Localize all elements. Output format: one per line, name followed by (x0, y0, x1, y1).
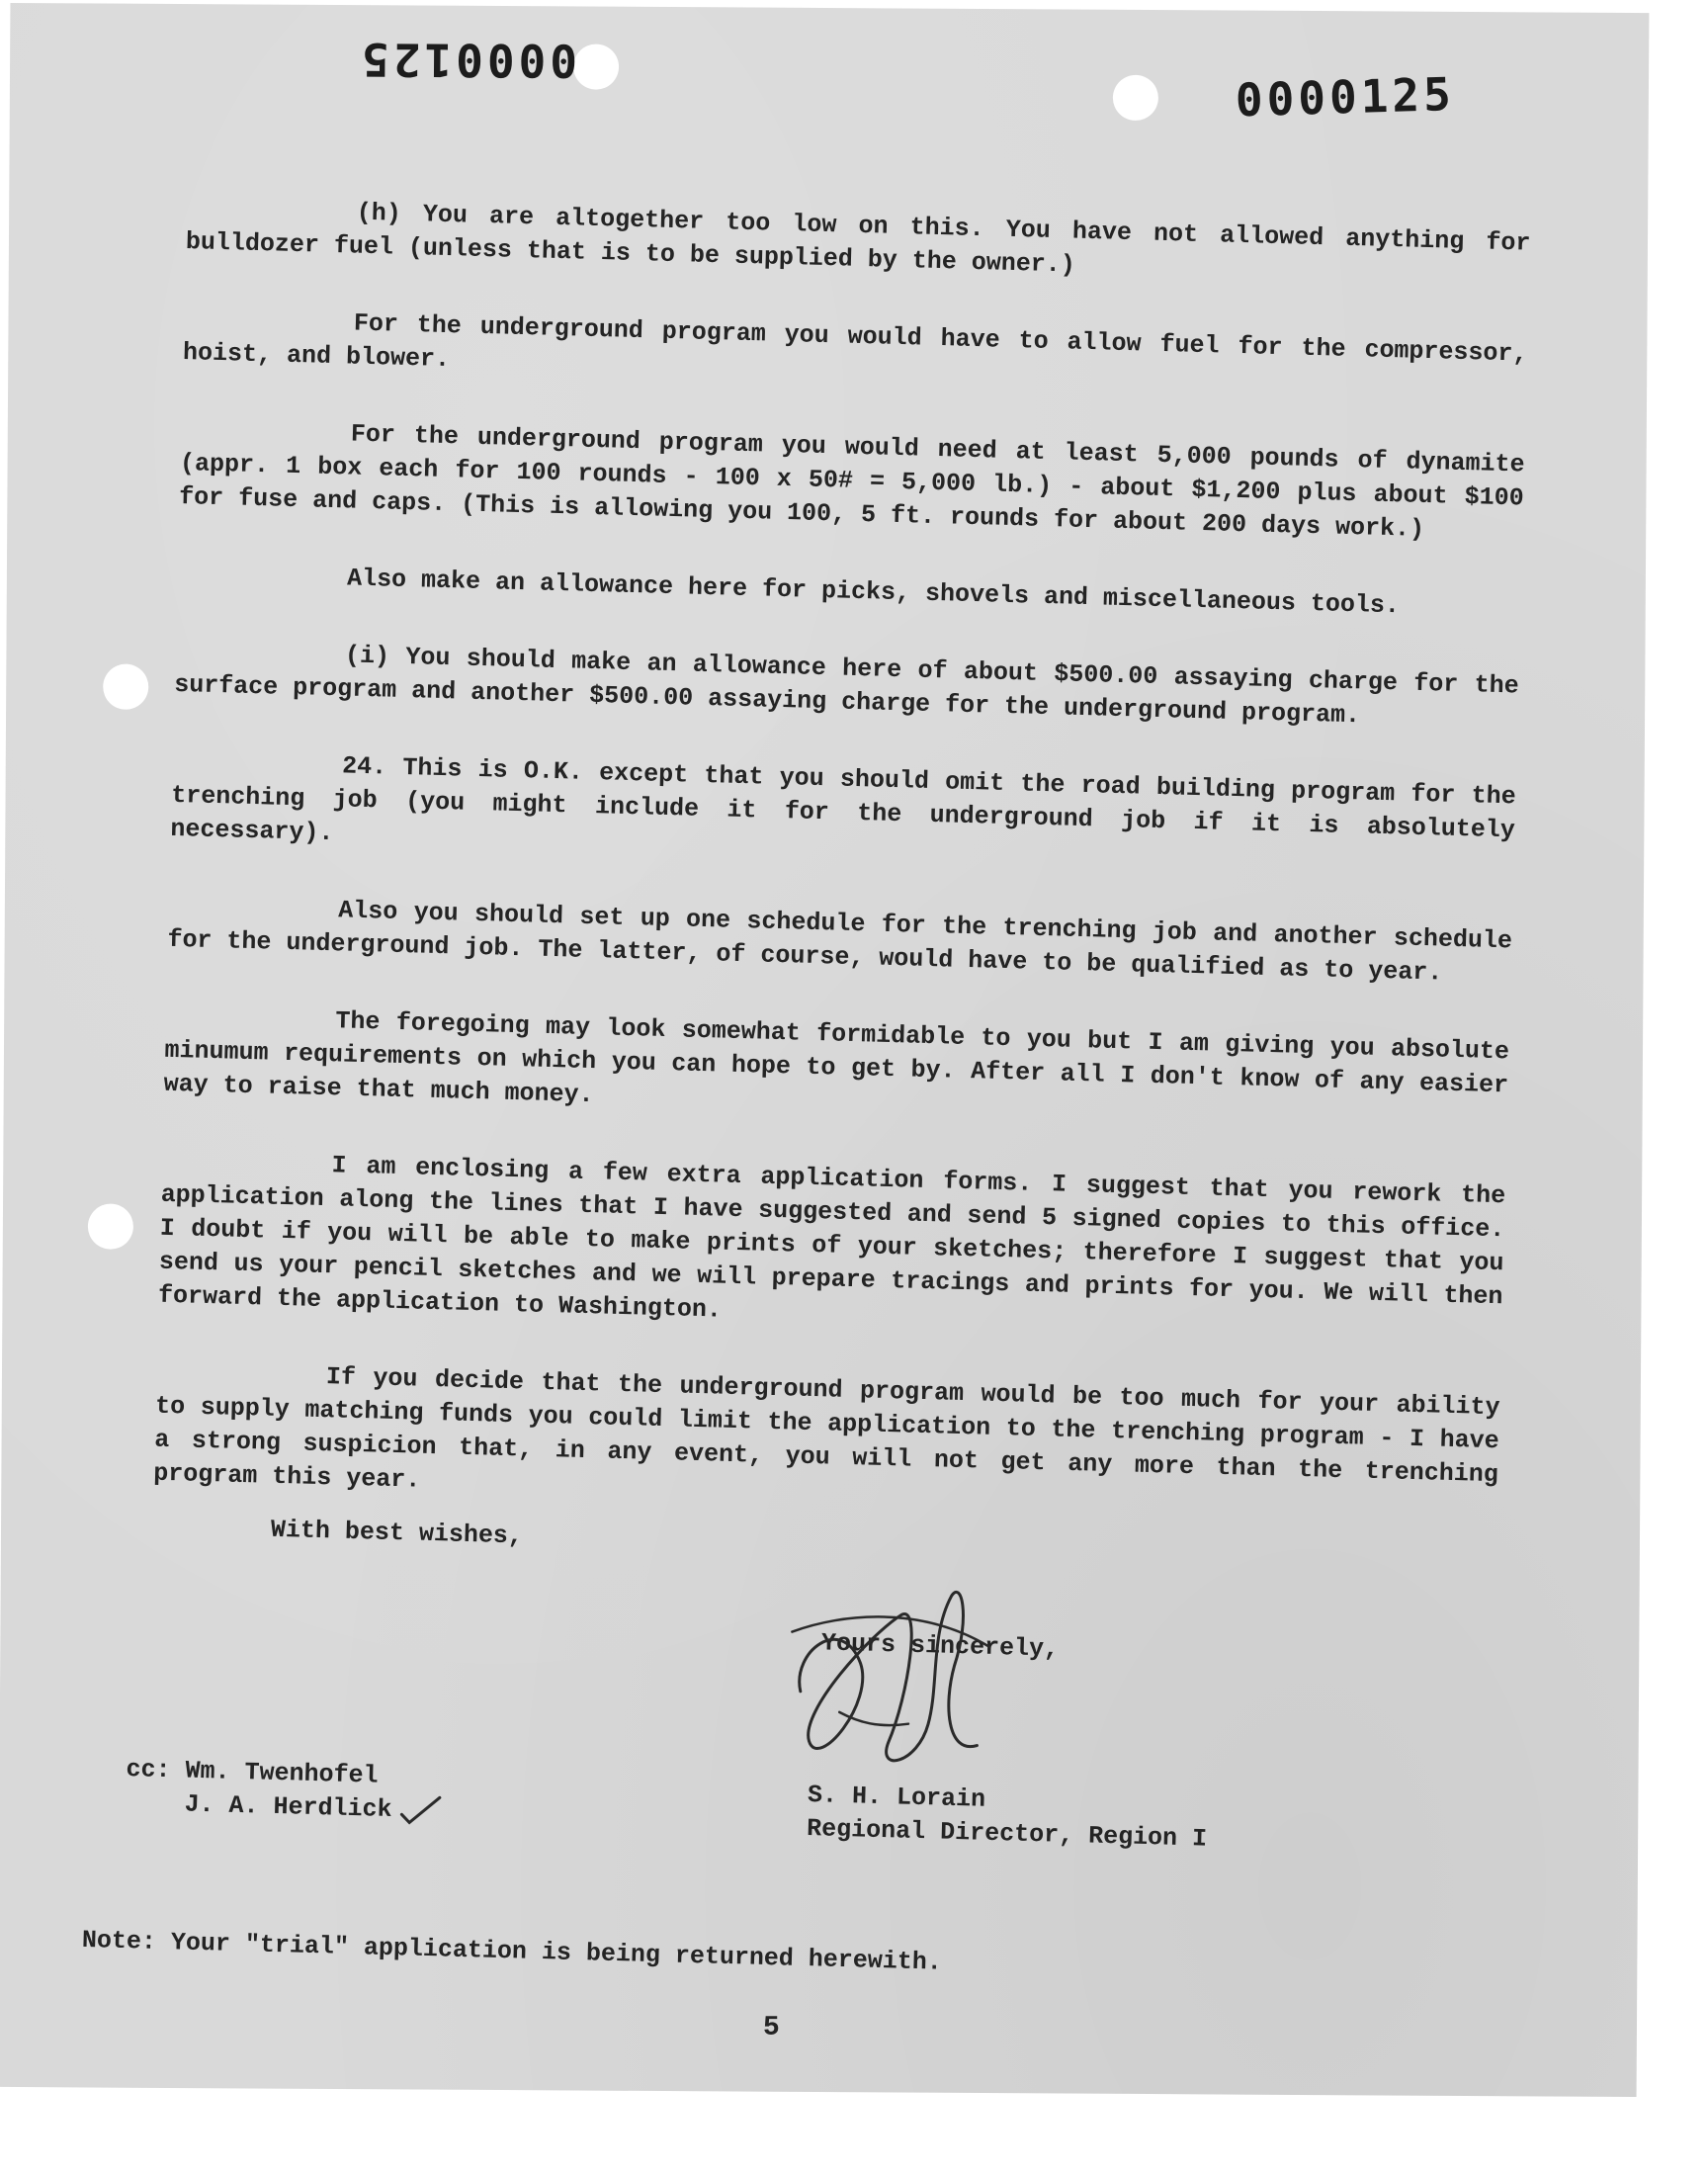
signer-block (807, 1779, 1209, 1857)
check-mark-icon (397, 1795, 444, 1826)
closing-line: With best wishes, (270, 1515, 524, 1551)
page-number: 5 (762, 2012, 780, 2044)
paragraph-enclosing: I am enclosing a few extra application forms. I suggest that you rework the application along the lines that I have suggested and send 5 signed copies to this office. I doubt if you will be able to make prints of your sketches; therefore I suggest that you send us your pencil sketches and we will prepare tracings and prints for you. We will then forward the application to Washington. (157, 1151, 1506, 1325)
paragraph-i-assaying: (i) You should make an allowance here of about $500.00 assaying charge for the surface program and another $500.00 assaying charge for the underground program. (173, 641, 1520, 731)
document-number-stamp-inverted: 0000125 (357, 33, 578, 88)
cc-name-2: J. A. Herdlick (184, 1789, 392, 1825)
punch-hole-top-right (1113, 75, 1158, 121)
paragraph-fuel: For the underground program you would have to allow fuel for the compressor, hoist, and blower. (182, 308, 1528, 375)
carbon-copy-list (125, 1753, 445, 1828)
paragraph-h: (h) You are altogether too low on this. You have not allowed anything for bulldozer fuel (unless that is to be supplied by the owner.) (185, 198, 1531, 280)
note-line (82, 1924, 1486, 1994)
punch-hole-top-left (573, 44, 619, 89)
signer-title: Regional Director, Region I (806, 1814, 1208, 1854)
paragraph-tools: Also make an allowance here for picks, shovels and miscellaneous tools. (346, 564, 1401, 621)
paragraph-dynamite: For the underground program you would need at least 5,000 pounds of dynamite (appr. 1 box each for 100 rounds - 100 x 50# = 5,000 lb.) - about $1,200 plus about $100 for fuse and caps. (This is allowing you 100, 5 ft. rounds for about 200 days work.) (178, 419, 1525, 544)
document-number-stamp: 0000125 (1235, 67, 1456, 128)
document-page (0, 3, 1649, 2097)
signature-block (126, 1580, 1494, 1931)
valediction: Yours sincerely, (820, 1628, 1060, 1664)
letter-body (81, 192, 1531, 1994)
signer-name: S. H. Lorain (807, 1781, 986, 1814)
note-text: Your "trial" application is being returned herewith. (170, 1928, 943, 1977)
punch-hole-middle (103, 664, 148, 710)
paragraph-schedule: Also you should set up one schedule for the trenching job and another schedule for the underground job. The latter, of course, would have to be qualified as to year. (167, 896, 1513, 988)
cc-row-2 (125, 1786, 444, 1828)
cc-label: cc: (126, 1754, 171, 1785)
note-label: Note: (81, 1925, 157, 1957)
paragraph-formidable: The foregoing may look somewhat formidable to you but I am giving you absolute minumum requirements on which you can hope to get by. After all I don't know of any easier way to raise that much money. (163, 1006, 1510, 1110)
paragraph-underground-decision: If you decide that the underground program would be too much for your ability to supply matching funds you could limit the application to the trenching program - I have a strong suspicion that, in any event, you will not get any more than the trenching program this year. (152, 1362, 1500, 1495)
paragraph-24: 24. This is O.K. except that you should omit the road building program for the trenching job (you might include it for the underground job if it is absolutely necessary). (170, 751, 1517, 848)
punch-hole-lower (88, 1203, 133, 1249)
cc-name-1: Wm. Twenhofel (185, 1756, 379, 1790)
